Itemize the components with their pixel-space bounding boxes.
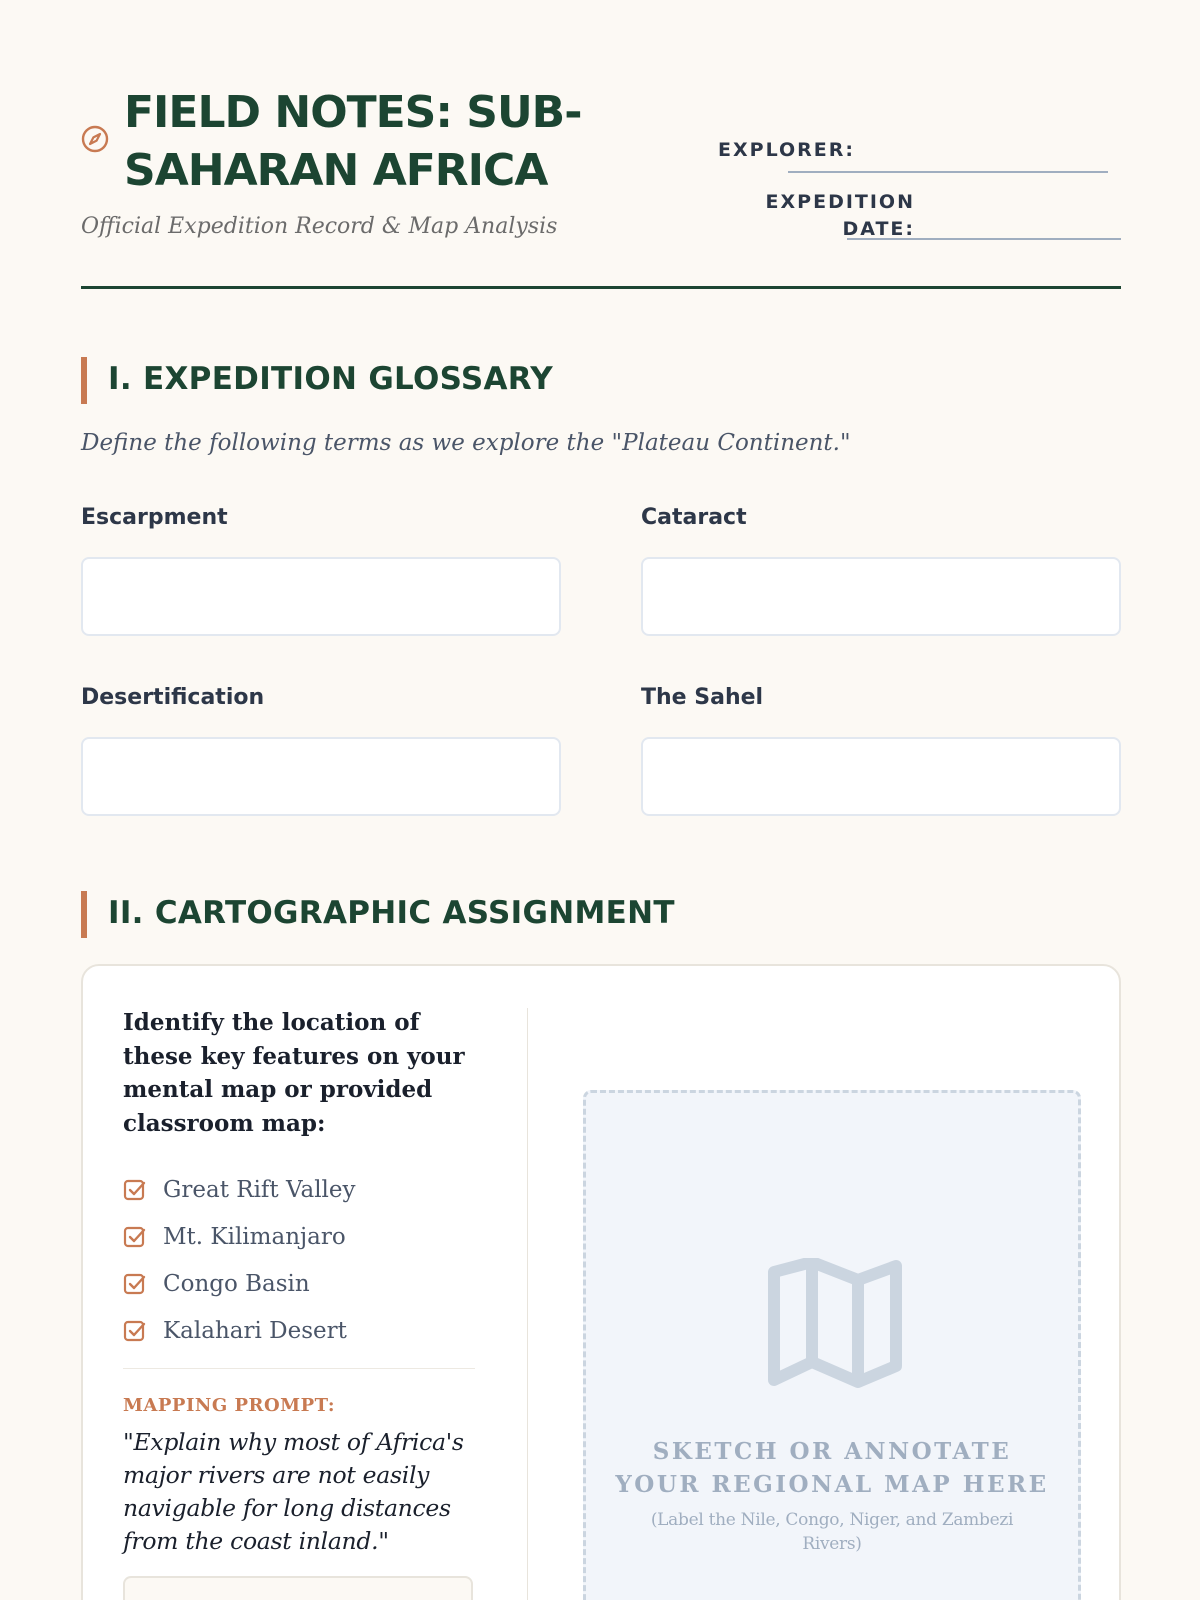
list-item[interactable]	[123, 1307, 475, 1354]
sketch-title	[586, 1435, 1078, 1501]
features-column	[123, 1006, 475, 1600]
expedition-date-line[interactable]	[847, 238, 1121, 240]
glossary-instructions: Define the following terms as we explore the "Plateau Continent."	[81, 430, 851, 456]
section-title: II. CARTOGRAPHIC ASSIGNMENT	[108, 895, 675, 931]
compass-icon	[81, 125, 109, 153]
list-item[interactable]	[123, 1166, 475, 1213]
expedition-date-label	[633, 189, 915, 243]
term-desertification	[81, 685, 561, 816]
term-cataract	[641, 505, 1121, 636]
mapping-prompt-label: MAPPING PROMPT:	[123, 1395, 336, 1416]
expedition-date-label-line2: DATE:	[842, 218, 915, 240]
sketch-title-line2: YOUR REGIONAL MAP HERE	[615, 1471, 1049, 1498]
checkbox-checked-icon[interactable]	[123, 1319, 147, 1343]
cataract-input[interactable]	[641, 557, 1121, 636]
cartography-section-header	[81, 891, 1121, 939]
desertification-input[interactable]	[81, 737, 561, 816]
column-divider	[527, 1008, 528, 1600]
map-icon	[766, 1258, 904, 1392]
section-accent-bar	[81, 891, 87, 938]
glossary-section-header	[81, 357, 1121, 405]
checkbox-checked-icon[interactable]	[123, 1178, 147, 1202]
feature-list	[123, 1166, 475, 1354]
section-title: I. EXPEDITION GLOSSARY	[108, 361, 554, 397]
term-the-sahel	[641, 685, 1121, 816]
term-label: The Sahel	[641, 685, 764, 710]
explorer-label: EXPLORER:	[718, 139, 855, 161]
page-subtitle: Official Expedition Record & Map Analysis	[81, 214, 558, 239]
page-title: FIELD NOTES: SUB-SAHARAN AFRICA	[124, 87, 582, 196]
checkbox-checked-icon[interactable]	[123, 1225, 147, 1249]
term-label: Cataract	[641, 505, 747, 530]
feature-label: Great Rift Valley	[163, 1176, 356, 1203]
term-label: Desertification	[81, 685, 265, 710]
mapping-prompt-text: "Explain why most of Africa's major rivers are not easily navigable for long distances from the coast inland."	[123, 1428, 464, 1555]
prompt-answer-box[interactable]	[123, 1576, 473, 1600]
header-divider	[81, 286, 1121, 289]
map-sketch-area[interactable]	[583, 1090, 1081, 1600]
explorer-line[interactable]	[788, 171, 1108, 173]
term-label: Escarpment	[81, 505, 228, 530]
term-escarpment	[81, 505, 561, 636]
checkbox-checked-icon[interactable]	[123, 1272, 147, 1296]
worksheet-header	[81, 84, 1121, 292]
feature-label: Mt. Kilimanjaro	[163, 1223, 346, 1250]
sketch-title-line1: SKETCH OR ANNOTATE	[652, 1438, 1012, 1465]
section-accent-bar	[81, 357, 87, 404]
the-sahel-input[interactable]	[641, 737, 1121, 816]
list-item[interactable]	[123, 1260, 475, 1307]
sketch-note: (Label the Nile, Congo, Niger, and Zambezi Rivers)	[650, 1510, 1014, 1554]
list-item[interactable]	[123, 1213, 475, 1260]
divider	[123, 1368, 475, 1369]
feature-label: Congo Basin	[163, 1270, 310, 1297]
identify-instructions: Identify the location of these key features on your mental map or provided classroom map:	[123, 1009, 465, 1137]
cartography-card	[81, 964, 1121, 1600]
feature-label: Kalahari Desert	[163, 1317, 347, 1344]
expedition-date-label-line1: EXPEDITION	[765, 191, 915, 213]
escarpment-input[interactable]	[81, 557, 561, 636]
